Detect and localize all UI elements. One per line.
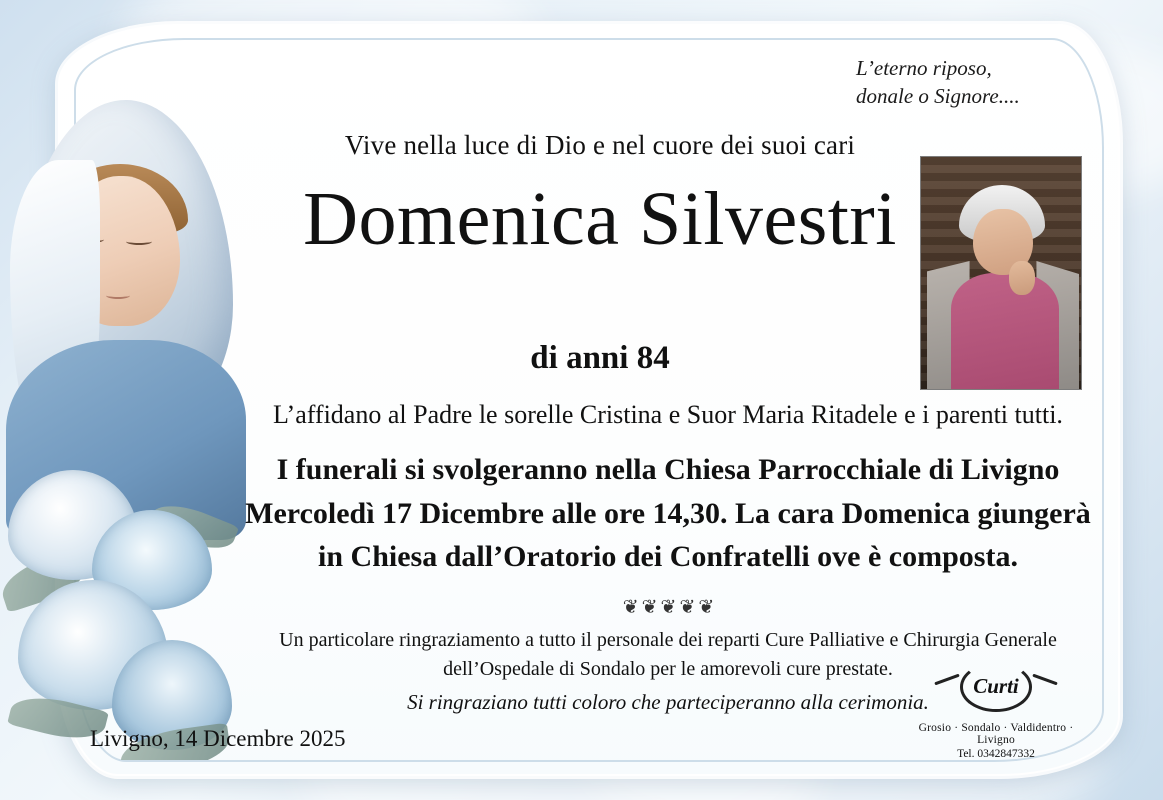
madonna-illustration [0, 40, 250, 760]
prayer-line-2: donale o Signore.... [856, 84, 1020, 109]
ornamental-divider: ❦❦❦❦❦ [622, 597, 718, 618]
funeral-line-3: in Chiesa dall’Oratorio dei Confratelli ove è composta. [318, 540, 1018, 573]
intro-text: Vive nella luce di Dio e nel cuore dei suoi cari [344, 130, 856, 160]
agency-locations: Grosio · Sondalo · Valdidentro · Livigno [918, 722, 1074, 746]
thanks-line-2: dell’Ospedale di Sondalo per le amorevoli cure prestate. [443, 658, 893, 680]
agency-phone: Tel. 0342847332 [957, 748, 1035, 760]
prayer-text [856, 54, 1086, 111]
deceased-name: Domenica Silvestri [303, 177, 897, 261]
agency-brand-name: Curti [973, 674, 1019, 698]
prayer-line-1: L’eterno riposo, [856, 56, 992, 80]
madonna-mouth [106, 292, 130, 299]
funeral-line-2: Mercoledì 17 Dicembre alle ore 14,30. La cara Domenica giungerà [245, 496, 1091, 530]
funeral-details [240, 448, 1096, 579]
deceased-portrait-photo [920, 156, 1082, 390]
portrait-hand [1009, 261, 1035, 295]
portrait-blouse [951, 273, 1059, 390]
memorial-content [90, 40, 1110, 760]
madonna-eye-right [126, 238, 152, 245]
place-and-date: Livigno, 14 Dicembre 2025 [90, 726, 346, 751]
thanks-line-1: Un particolare ringraziamento a tutto il personale dei reparti Cure Palliative e Chirurgia Generale [279, 629, 1057, 651]
deceased-age: di anni 84 [530, 340, 670, 376]
family-text: L’affidano al Padre le sorelle Cristina e Suor Maria Ritadele e i parenti tutti. [273, 400, 1063, 429]
laurel-wreath-icon [938, 660, 1054, 716]
funeral-line-1: I funerali si svolgeranno nella Chiesa Parrocchiale di Livigno [276, 453, 1060, 486]
ceremony-thanks-text: Si ringraziano tutti coloro che parteciperanno alla cerimonia. [407, 690, 929, 714]
funeral-agency-logo [906, 660, 1086, 760]
